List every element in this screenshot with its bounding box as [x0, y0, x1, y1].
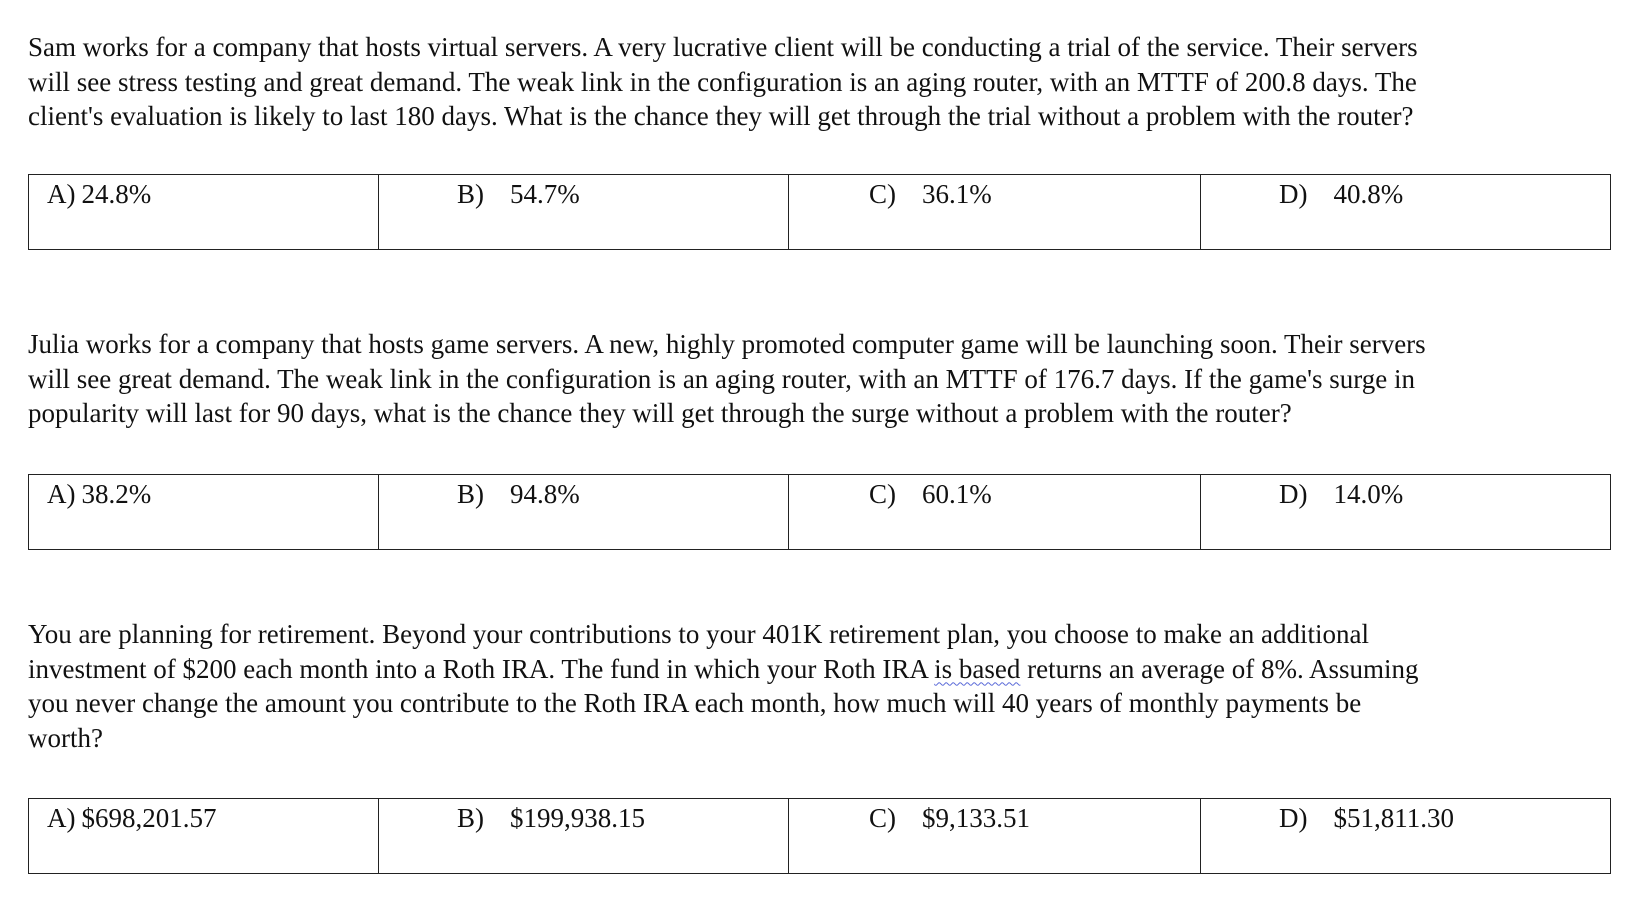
option-value: 24.8%	[81, 179, 152, 209]
option-value: 40.8%	[1333, 179, 1404, 209]
option-value: 60.1%	[922, 479, 992, 509]
option-value: $9,133.51	[922, 803, 1030, 833]
option-letter: D)	[1279, 479, 1308, 509]
question-3-option-d	[1201, 799, 1610, 873]
option-value: $51,811.30	[1333, 803, 1454, 833]
question-1-text	[28, 30, 1618, 134]
question-2-option-c	[789, 475, 1201, 549]
option-letter: D)	[1279, 179, 1308, 209]
question-3-line-3: you never change the amount you contribute to the Roth IRA each month, how much will 40 years of monthly payments be	[28, 688, 1362, 718]
option-value: $698,201.57	[81, 803, 217, 833]
question-1-line-2: will see stress testing and great demand. The weak link in the configuration is an aging router, with an MTTF of 200.8 days. The	[28, 66, 1417, 97]
question-1-option-c	[789, 175, 1201, 249]
option-letter: C)	[869, 803, 896, 833]
question-2-line-3: popularity will last for 90 days, what is the chance they will get through the surge without a problem with the router?	[28, 398, 1292, 428]
option-letter: B)	[457, 803, 484, 833]
question-1-answer-table	[28, 174, 1611, 250]
question-2-line-1: Julia works for a company that hosts game servers. A new, highly promoted computer game will be launching soon. Their servers	[28, 329, 1426, 359]
question-3-option-c	[789, 799, 1201, 873]
question-2-option-a	[29, 475, 379, 549]
question-3-answer-table	[28, 798, 1611, 874]
option-value: 54.7%	[510, 179, 580, 209]
question-3-option-b	[379, 799, 789, 873]
question-3-option-a	[29, 799, 379, 873]
option-letter: B)	[457, 479, 484, 509]
question-2-text	[28, 327, 1618, 431]
question-3-line-2-end: returns an average of 8%. Assuming	[1020, 653, 1419, 684]
question-1-option-a	[29, 175, 379, 249]
option-letter: D)	[1279, 803, 1308, 833]
question-2-option-d	[1201, 475, 1610, 549]
option-letter: A)	[47, 179, 76, 209]
question-3-line-4: worth?	[28, 722, 103, 753]
question-3-line-2-start: investment of $200 each month into a Roth IRA. The fund in which your Roth IRA	[28, 653, 935, 684]
option-letter: B)	[457, 179, 484, 209]
question-2-answer-table	[28, 474, 1611, 550]
question-3-line-2	[28, 652, 1618, 687]
question-1-line-1: Sam works for a company that hosts virtual servers. A very lucrative client will be conducting a trial of the service. Their servers	[28, 32, 1418, 62]
question-1-option-d	[1201, 175, 1610, 249]
option-letter: C)	[869, 479, 896, 509]
option-value: 14.0%	[1333, 479, 1404, 509]
grammar-flagged-phrase[interactable]: is based	[934, 653, 1021, 684]
question-1-line-3: client's evaluation is likely to last 180 days. What is the chance they will get through the trial without a problem with the router?	[28, 101, 1414, 131]
question-2-option-b	[379, 475, 789, 549]
option-letter: A)	[47, 479, 76, 509]
question-2-line-2: will see great demand. The weak link in the configuration is an aging router, with an MTTF of 176.7 days. If the game's surge in	[28, 363, 1415, 394]
option-value: 36.1%	[922, 179, 992, 209]
question-3-line-1: You are planning for retirement. Beyond your contributions to your 401K retirement plan, you choose to make an additional	[28, 619, 1369, 649]
question-1-option-b	[379, 175, 789, 249]
option-letter: C)	[869, 179, 896, 209]
question-3-text	[28, 617, 1618, 755]
option-value: 38.2%	[81, 479, 152, 509]
option-value: $199,938.15	[510, 803, 645, 833]
option-value: 94.8%	[510, 479, 580, 509]
option-letter: A)	[47, 803, 76, 833]
